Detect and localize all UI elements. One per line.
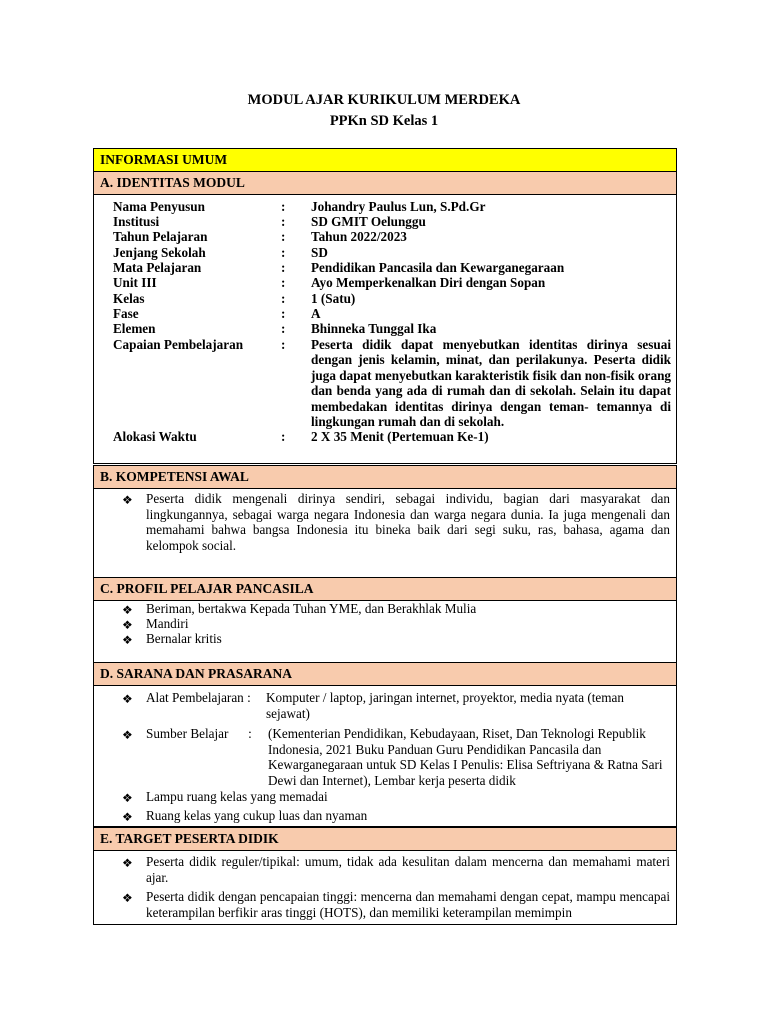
colon: : bbox=[281, 306, 286, 321]
value-jenjang-sekolah: SD bbox=[311, 245, 328, 260]
label-unit: Unit III bbox=[113, 275, 157, 290]
target-item: Peserta didik reguler/tipikal: umum, tidak ada kesulitan dalam mencerna dan memahami materi ajar. bbox=[146, 854, 670, 885]
alat-pembelajaran-label: Alat Pembelajaran : bbox=[146, 690, 251, 705]
value-capaian-pembelajaran: Peserta didik dapat menyebutkan identitas dirinya sesuai dengan jenis kelamin, minat, dan perilakunya. Peserta didik juga dapat menyebutkan karakteristik fisik dan non-fisik orang dan benda yang ada di rumah dan di sekolah. Selain itu dapat membedakan identitas dirinya dengan teman- temannya di lingkungan rumah dan di sekolah. bbox=[311, 337, 671, 430]
target-peserta-header: E. TARGET PESERTA DIDIK bbox=[93, 827, 677, 851]
profil-item: Mandiri bbox=[146, 616, 189, 631]
target-item: Peserta didik dengan pencapaian tinggi: mencerna dan memahami dengan cepat, mampu mencapai keterampilan berfikir aras tinggi (HOTS), dan memiliki keterampilan memimpin bbox=[146, 889, 670, 920]
bullet-icon: ❖ bbox=[122, 810, 133, 824]
colon: : bbox=[281, 199, 286, 214]
profil-pelajar-header: C. PROFIL PELAJAR PANCASILA bbox=[93, 577, 677, 601]
value-alokasi-waktu: 2 X 35 Menit (Pertemuan Ke-1) bbox=[311, 429, 489, 444]
colon: : bbox=[281, 214, 286, 229]
sarana-item: Ruang kelas yang cukup luas dan nyaman bbox=[146, 808, 368, 823]
label-fase: Fase bbox=[113, 306, 139, 321]
bullet-icon: ❖ bbox=[122, 791, 133, 805]
value-institusi: SD GMIT Oelunggu bbox=[311, 214, 426, 229]
value-kelas: 1 (Satu) bbox=[311, 291, 356, 306]
sumber-belajar-value: (Kementerian Pendidikan, Kebudayaan, Riset, Dan Teknologi Republik Indonesia, 2021 Buku Panduan Guru Pendidikan Pancasila dan Kewarganegaraan untuk SD Kelas I Penulis: Elisa Seftriyana & Ratna Sari Dewi dan Internet), Lembar kerja peserta didik bbox=[268, 726, 663, 788]
document-subtitle: PPKn SD Kelas 1 bbox=[329, 113, 439, 129]
alat-pembelajaran-value: Komputer / laptop, jaringan internet, proyektor, media nyata (teman sejawat) bbox=[266, 690, 624, 721]
profil-item: Beriman, bertakwa Kepada Tuhan YME, dan Berakhlak Mulia bbox=[146, 601, 477, 616]
colon: : bbox=[281, 291, 286, 306]
value-unit: Ayo Memperkenalkan Diri dengan Sopan bbox=[311, 275, 546, 290]
colon: : bbox=[281, 229, 286, 244]
label-institusi: Institusi bbox=[113, 214, 160, 229]
bullet-icon: ❖ bbox=[122, 891, 133, 905]
colon: : bbox=[281, 260, 286, 275]
bullet-icon: ❖ bbox=[122, 728, 133, 742]
profil-item: Bernalar kritis bbox=[146, 631, 222, 646]
bullet-icon: ❖ bbox=[122, 692, 133, 706]
colon: : bbox=[281, 429, 286, 444]
bullet-icon: ❖ bbox=[122, 618, 133, 632]
bullet-icon: ❖ bbox=[122, 856, 133, 870]
label-jenjang-sekolah: Jenjang Sekolah bbox=[113, 245, 206, 260]
informasi-umum-header: INFORMASI UMUM bbox=[93, 148, 677, 172]
value-mata-pelajaran: Pendidikan Pancasila dan Kewarganegaraan bbox=[311, 260, 565, 275]
sumber-belajar-label: Sumber Belajar : bbox=[146, 726, 252, 741]
bullet-icon: ❖ bbox=[122, 603, 133, 617]
colon: : bbox=[281, 275, 286, 290]
colon: : bbox=[281, 321, 286, 336]
label-tahun-pelajaran: Tahun Pelajaran bbox=[113, 229, 208, 244]
colon: : bbox=[281, 337, 286, 352]
kompetensi-awal-header: B. KOMPETENSI AWAL bbox=[93, 465, 677, 489]
label-alokasi-waktu: Alokasi Waktu bbox=[113, 429, 197, 444]
sarana-prasarana-header: D. SARANA DAN PRASARANA bbox=[93, 662, 677, 686]
label-kelas: Kelas bbox=[113, 291, 145, 306]
colon: : bbox=[281, 245, 286, 260]
bullet-icon: ❖ bbox=[122, 493, 133, 507]
value-fase: A bbox=[311, 306, 321, 321]
identitas-modul-header: A. IDENTITAS MODUL bbox=[93, 171, 677, 195]
label-nama-penyusun: Nama Penyusun bbox=[113, 199, 205, 214]
bullet-icon: ❖ bbox=[122, 633, 133, 647]
document-title: MODUL AJAR KURIKULUM MERDEKA bbox=[247, 92, 521, 108]
value-nama-penyusun: Johandry Paulus Lun, S.Pd.Gr bbox=[311, 199, 486, 214]
value-tahun-pelajaran: Tahun 2022/2023 bbox=[311, 229, 407, 244]
sarana-item: Lampu ruang kelas yang memadai bbox=[146, 789, 328, 804]
value-elemen: Bhinneka Tunggal Ika bbox=[311, 321, 437, 336]
kompetensi-awal-text: Peserta didik mengenali dirinya sendiri, sebagai individu, bagian dari masyarakat dan lingkungannya, sebagai warga negara Indonesia dan warga negara dunia. Ia juga mengenali dan memahami bahwa bangsa Indonesia itu bineka baik dari segi suku, ras, bahasa, agama dan kelompok social. bbox=[146, 491, 670, 553]
label-capaian-pembelajaran: Capaian Pembelajaran bbox=[113, 337, 244, 352]
label-elemen: Elemen bbox=[113, 321, 156, 336]
label-mata-pelajaran: Mata Pelajaran bbox=[113, 260, 202, 275]
